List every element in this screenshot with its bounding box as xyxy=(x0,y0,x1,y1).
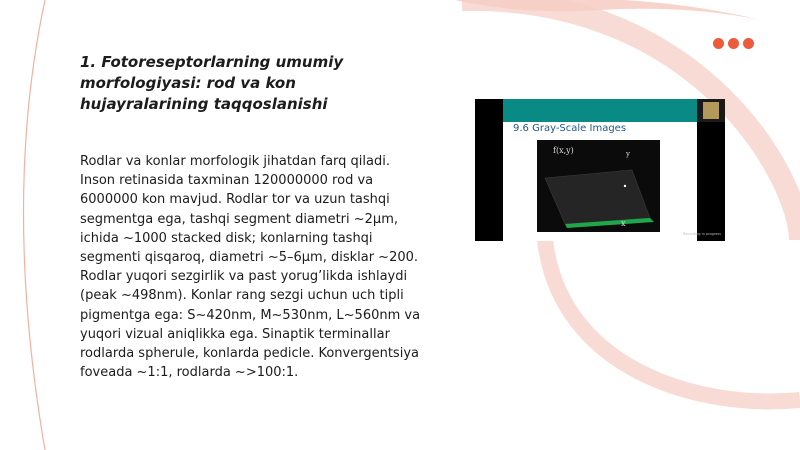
embedded-video-thumbnail[interactable] xyxy=(475,99,725,241)
video-slide-title: 9.6 Gray-Scale Images xyxy=(513,123,627,134)
dot-icon xyxy=(743,38,754,49)
slide-body-text: Rodlar va konlar morfologik jihatdan farq qiladi. Inson retinasida taxminan 120000000 rod va 6000000 kon mavjud. Rodlar tor va uzun tashqi segmentga ega, tashqi segment diametri ~2µm, ichida ~1000 stacked disk; konlarning tashqi segmenti qisqaroq, diametri ~5–6µm, disklar ~200. Rodlar yuqori sezgirlik va past yorug’likda ishlaydi (peak ~498nm). Konlar rang sezgi uchun uch tipli pigmentga ega: S~420nm, M~530nm, L~560nm va yuqori vizual aniqlikka ega. Sinaptik terminallar rodlarda spherule, konlarda pedicle. Konvergentsiya foveada ~1:1, rodlarda ~>100:1. xyxy=(80,154,421,381)
surface-plot xyxy=(537,140,660,232)
video-caption: Recording in progress xyxy=(683,232,722,236)
presenter-thumbnail xyxy=(697,99,725,122)
dot-icon xyxy=(713,38,724,49)
video-slide-topbar xyxy=(503,99,697,122)
dot-icon xyxy=(728,38,739,49)
plot-label-y: y xyxy=(626,150,630,158)
slide-title: 1. Fotoreseptorlarning umumiy morfologiyasi: rod va kon hujayralarining taqqoslanishi xyxy=(80,53,344,113)
video-slide-frame xyxy=(503,99,697,241)
plot-label-x: x xyxy=(621,219,626,228)
menu-dots xyxy=(713,38,754,49)
plot-label-f: f(x,y) xyxy=(553,146,574,155)
